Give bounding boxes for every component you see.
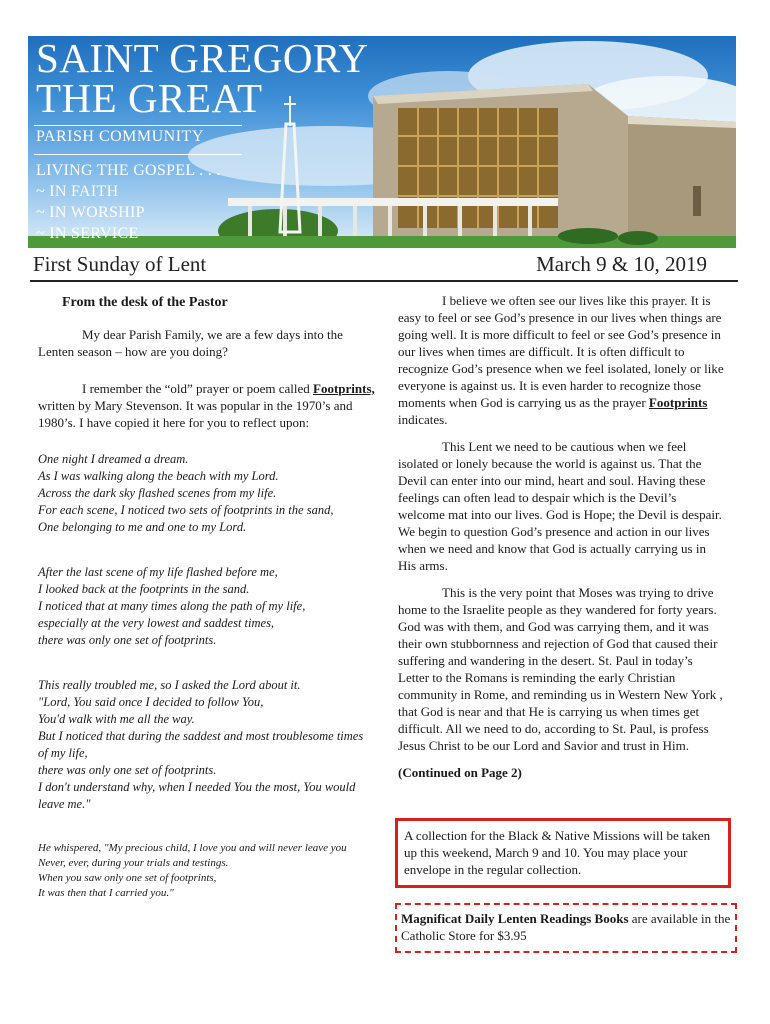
mission-faith: ~ IN FAITH bbox=[36, 183, 119, 200]
magnificat-text: are available in the Catholic Store for $3.95 bbox=[401, 911, 731, 943]
poem-line: He whispered, "My precious child, I love you and will never leave you bbox=[38, 842, 347, 854]
reflection-paragraph-2: This Lent we need to be cautious when we feel isolated or lonely because the world is against us. That the Devil can enter into our mind, heart and soul. Having these feelings can often lead to despair which is the Devil’s welcome mat into our lives. God is Hope; the Devil is despair. We begin to question God’s presence and action in our lives when we need and know that God is actually carrying us in His arms. bbox=[398, 439, 722, 573]
mission-living: LIVING THE GOSPEL . . . bbox=[36, 162, 221, 179]
magnificat-notice bbox=[395, 903, 737, 953]
poem-line: One belonging to me and one to my Lord. bbox=[38, 520, 247, 534]
missions-notice-text: A collection for the Black & Native Missions will be taken up this weekend, March 9 and 10. You may place your envelope in the regular collection. bbox=[404, 828, 711, 877]
paragraph-text-end: indicates. bbox=[398, 412, 448, 427]
poem-line: One night I dreamed a dream. bbox=[38, 452, 189, 466]
issue-date: March 9 & 10, 2019 bbox=[536, 252, 707, 276]
masthead-rule-bottom bbox=[34, 154, 242, 155]
parish-name bbox=[36, 36, 369, 121]
pastor-intro bbox=[38, 380, 376, 431]
pastor-greeting: My dear Parish Family, we are a few days into the Lenten season – how are you doing? bbox=[38, 327, 343, 359]
poem-line: there was only one set of footprints. bbox=[38, 763, 217, 777]
poem-line: After the last scene of my life flashed before me, bbox=[38, 565, 278, 579]
missions-notice bbox=[395, 818, 731, 888]
poem-line: As I was walking along the beach with my Lord. bbox=[38, 469, 279, 483]
poem-line: But I noticed that during the saddest and most troublesome times of my life, bbox=[38, 729, 364, 760]
poem-stanza-3 bbox=[38, 677, 376, 813]
poem-stanza-4 bbox=[38, 841, 376, 901]
poem-line: I don't understand why, when I needed You the most, You would leave me." bbox=[38, 780, 356, 811]
continued-note: (Continued on Page 2) bbox=[398, 765, 522, 780]
mission-service: ~ IN SERVICE bbox=[36, 225, 139, 242]
intro-text-end: written by Mary Stevenson. It was popular in the 1970’s and 1980’s. I have copied it here for you to reflect upon: bbox=[38, 398, 353, 430]
poem-stanza-2 bbox=[38, 564, 376, 649]
footprints-reference: Footprints, bbox=[313, 381, 375, 396]
poem-line: Never, ever, during your trials and testings. bbox=[38, 857, 229, 869]
poem-line: there was only one set of footprints. bbox=[38, 633, 217, 647]
footprints-reference: Footprints bbox=[648, 395, 708, 410]
masthead-banner bbox=[28, 36, 736, 248]
section-heading: From the desk of the Pastor bbox=[62, 295, 228, 310]
poem-line: This really troubled me, so I asked the Lord about it. bbox=[38, 678, 301, 692]
reflection-paragraph-1 bbox=[398, 292, 724, 428]
paragraph-text: I believe we often see our lives like this prayer. It is easy to feel or see God’s presence in our lives when things are going well. It is more difficult to feel or see God’s presence in our lives when times are difficult. It is often difficult to recognize God’s presence when we feel isolated, lonely or like everyone is against us. It is even harder to recognize those moments when God is carrying us as the prayer bbox=[398, 293, 724, 410]
poem-line: When you saw only one set of footprints, bbox=[38, 872, 217, 884]
mission-statement bbox=[36, 160, 221, 244]
poem-line: especially at the very lowest and saddest times, bbox=[38, 616, 275, 630]
poem-line: You'd walk with me all the way. bbox=[38, 712, 195, 726]
poem-line: I noticed that at many times along the path of my life, bbox=[38, 599, 306, 613]
pastor-column bbox=[38, 292, 376, 901]
parish-name-line-2: THE GREAT bbox=[36, 75, 263, 121]
reflection-paragraph-3: This is the very point that Moses was trying to drive home to the Israelite people as they wandered for forty years. God was with them, and God was carrying them, and it was their own stubbornness and rejection of God that caused their suffering and wandering in the desert. St. Paul in today’s Letter to the Romans is reminding the early Christian community in Rome, and reminding us in Western New York , that God is near and that He is carrying us when times get difficult. All we need to do, according to St. Paul, is profess Jesus Christ to be our Lord and Savior and trust in Him. bbox=[398, 585, 723, 753]
poem-stanza-1 bbox=[38, 451, 376, 536]
parish-subtitle: PARISH COMMUNITY bbox=[36, 128, 204, 145]
poem-line: It was then that I carried you." bbox=[38, 887, 174, 899]
intro-text: I remember the “old” prayer or poem called bbox=[82, 381, 313, 396]
poem-line: Across the dark sky flashed scenes from my life. bbox=[38, 486, 277, 500]
parish-name-line-1: SAINT GREGORY bbox=[36, 36, 369, 81]
magnificat-title: Magnificat Daily Lenten Readings Books bbox=[401, 911, 629, 926]
poem-line: For each scene, I noticed two sets of footprints in the sand, bbox=[38, 503, 334, 517]
poem-line: I looked back at the footprints in the sand. bbox=[38, 582, 250, 596]
mission-worship: ~ IN WORSHIP bbox=[36, 204, 145, 221]
poem-line: "Lord, You said once I decided to follow You, bbox=[38, 695, 264, 709]
masthead-rule-top bbox=[34, 125, 242, 126]
heading-divider bbox=[30, 280, 738, 282]
reflection-column bbox=[398, 292, 724, 781]
issue-title: First Sunday of Lent bbox=[33, 252, 207, 276]
